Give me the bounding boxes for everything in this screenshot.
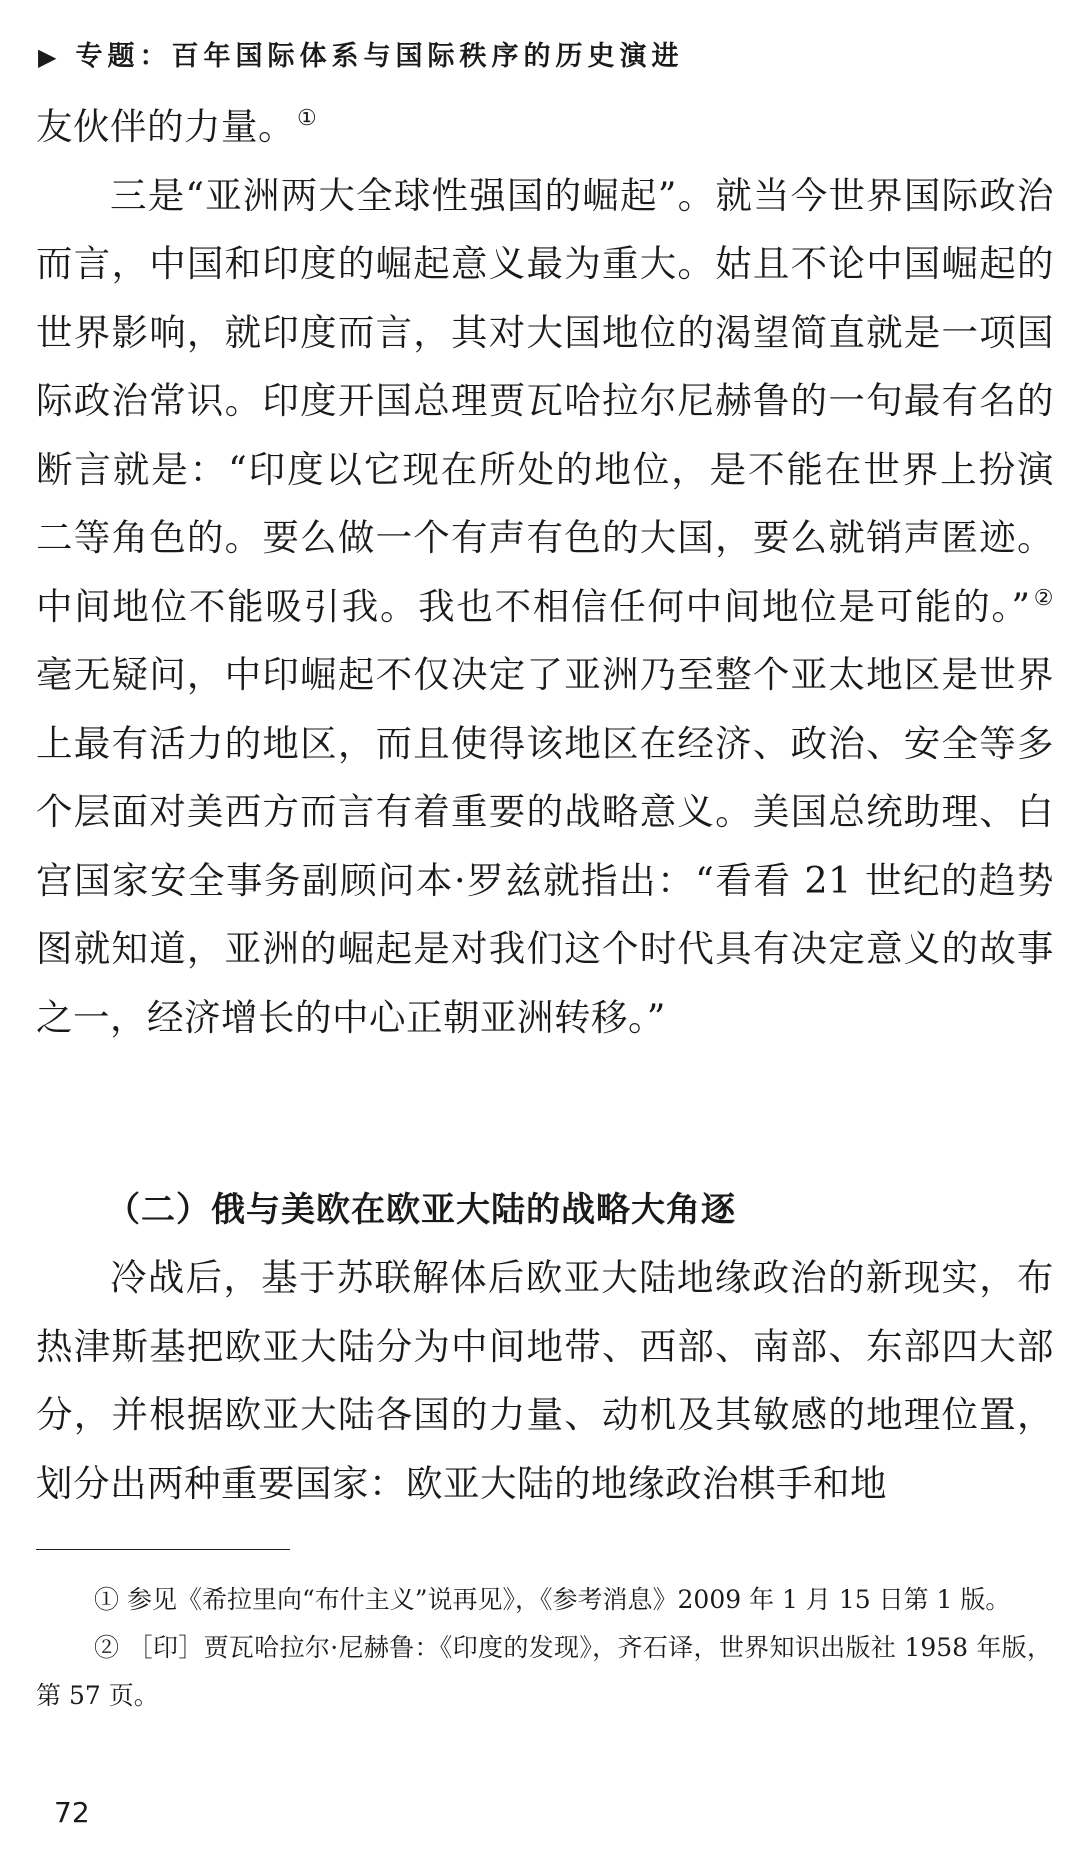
footnote-ref-2[interactable]: ② — [1032, 585, 1054, 611]
section-heading: （二）俄与美欧在欧亚大陆的战略大角逐 — [106, 1190, 736, 1230]
paragraph-1-text: 友伙伴的力量。 — [36, 105, 295, 148]
footnote-2: ② ［印］贾瓦哈拉尔·尼赫鲁：《印度的发现》，齐石译，世界知识出版社 1958 年版，第 57 页。 — [36, 1633, 1052, 1710]
body-text-bottom — [36, 1244, 1054, 1518]
running-header — [38, 34, 683, 73]
paragraph-1 — [36, 93, 1054, 162]
paragraph-2 — [36, 162, 1054, 1053]
footnote-divider — [36, 1549, 290, 1550]
triangle-marker-icon: ▶ — [38, 43, 62, 71]
body-text-top — [36, 93, 1054, 1052]
paragraph-3: 冷战后，基于苏联解体后欧亚大陆地缘政治的新现实，布热津斯基把欧亚大陆分为中间地带、西部、南部、东部四大部分，并根据欧亚大陆各国的力量、动机及其敏感的地理位置，划分出两种重要国家：欧亚大陆的地缘政治棋手和地 — [36, 1256, 1054, 1505]
footnotes — [36, 1576, 1052, 1720]
footnote-ref-1[interactable]: ① — [297, 106, 318, 131]
footnote-1: ① 参见《希拉里向“布什主义”说再见》，《参考消息》2009 年 1 月 15 日第 1 版。 — [94, 1585, 1011, 1614]
page-number: 72 — [54, 1796, 90, 1829]
paragraph-2-text-a: 三是“亚洲两大全球性强国的崛起”。就当今世界国际政治而言，中国和印度的崛起意义最为重大。姑且不论中国崛起的世界影响，就印度而言，其对大国地位的渴望简直就是一项国际政治常识。印度开国总理贾瓦哈拉尔尼赫鲁的一句最有名的断言就是：“印度以它现在所处的地位，是不能在世界上扮演二等角色的。要么做一个有声有色的大国，要么就销声匿迹。中间地位不能吸引我。我也不相信任何中间地位是可能的。” — [36, 173, 1054, 628]
paragraph-2-text-b: 毫无疑问，中印崛起不仅决定了亚洲乃至整个亚太地区是世界上最有活力的地区，而且使得该地区在经济、政治、安全等多个层面对美西方而言有着重要的战略意义。美国总统助理、白宫国家安全事务副顾问本·罗兹就指出：“看看 21 世纪的趋势图就知道，亚洲的崛起是对我们这个时代具有决定意义的故事之一，经济增长的中心正朝亚洲转移。” — [36, 653, 1054, 1039]
running-header-title: 专题：百年国际体系与国际秩序的历史演进 — [75, 41, 684, 72]
